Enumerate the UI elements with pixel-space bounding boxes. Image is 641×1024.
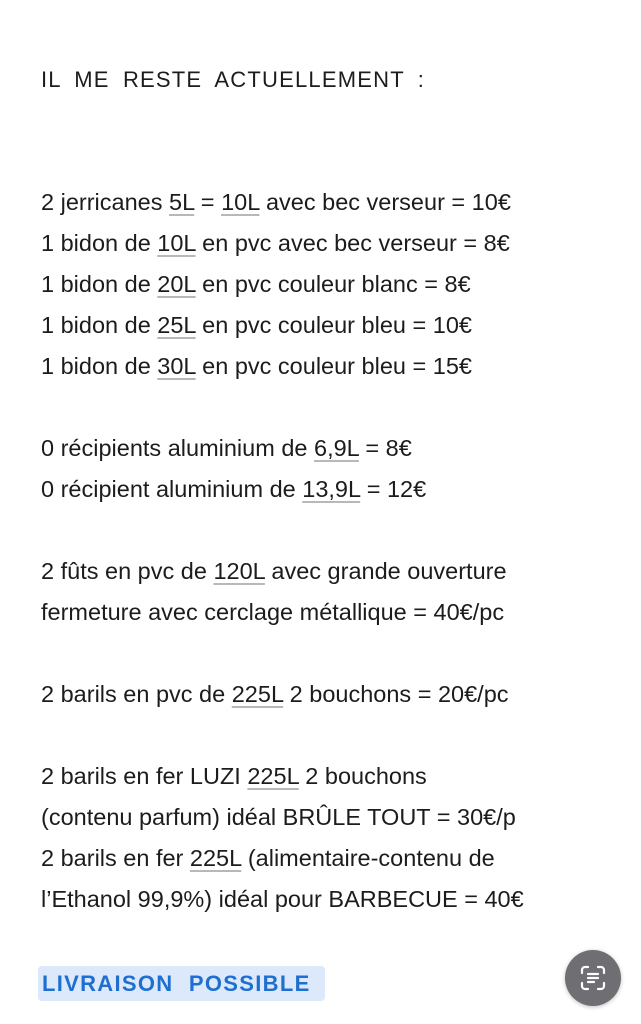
- note-line: [41, 879, 621, 920]
- delivery-highlight: LIVRAISON POSSIBLE: [38, 966, 325, 1001]
- unit-conversion-link[interactable]: 10L: [157, 230, 196, 256]
- note-line: [41, 674, 621, 715]
- unit-conversion-link[interactable]: 10L: [221, 189, 260, 215]
- unit-conversion-link[interactable]: 25L: [157, 312, 196, 338]
- text-segment: 0 récipient aluminium de: [41, 476, 303, 502]
- unit-conversion-link[interactable]: 120L: [213, 558, 265, 584]
- text-segment: = 12€: [360, 476, 427, 502]
- blank-line: [41, 387, 621, 428]
- live-text-scan-icon: [579, 964, 607, 992]
- note-line: [41, 797, 621, 838]
- note-line: [41, 838, 621, 879]
- text-segment: 2 jerricanes: [41, 189, 169, 215]
- text-segment: en pvc couleur blanc = 8€: [195, 271, 471, 297]
- text-segment: =: [194, 189, 222, 215]
- note-heading: IL ME RESTE ACTUELLEMENT :: [41, 67, 426, 92]
- note-line: [41, 428, 621, 469]
- unit-conversion-link[interactable]: 30L: [157, 353, 196, 379]
- note-line: [41, 469, 621, 510]
- unit-conversion-link[interactable]: 5L: [169, 189, 195, 215]
- text-segment: en pvc avec bec verseur = 8€: [195, 230, 510, 256]
- text-segment: (alimentaire-contenu de: [241, 845, 495, 871]
- note-line: [41, 346, 621, 387]
- item-list: [41, 182, 621, 920]
- note-line: [41, 756, 621, 797]
- text-segment: avec grande ouverture: [264, 558, 507, 584]
- note-line: [41, 223, 621, 264]
- note-content: [41, 58, 621, 920]
- unit-conversion-link[interactable]: 225L: [189, 845, 242, 871]
- blank-space: [41, 102, 621, 182]
- note-line: [41, 305, 621, 346]
- text-segment: avec bec verseur = 10€: [259, 189, 511, 215]
- unit-conversion-link[interactable]: 20L: [157, 271, 196, 297]
- text-segment: 2 barils en fer LUZI: [41, 763, 248, 789]
- note-line: [41, 592, 621, 633]
- unit-conversion-link[interactable]: 13,9L: [302, 476, 361, 502]
- note-line: [41, 264, 621, 305]
- text-segment: l’Ethanol 99,9%) idéal pour BARBECUE = 40€: [41, 886, 524, 912]
- unit-conversion-link[interactable]: 225L: [231, 681, 284, 707]
- text-segment: en pvc couleur bleu = 10€: [195, 312, 472, 338]
- text-segment: 2 barils en pvc de: [41, 681, 232, 707]
- text-segment: 2 fûts en pvc de: [41, 558, 214, 584]
- text-segment: 1 bidon de: [41, 271, 158, 297]
- text-segment: (contenu parfum) idéal BRÛLE TOUT = 30€/p: [41, 804, 516, 830]
- text-segment: 2 bouchons: [298, 763, 427, 789]
- blank-line: [41, 633, 621, 674]
- blank-line: [41, 510, 621, 551]
- note-line: [41, 551, 621, 592]
- note-line: [41, 182, 621, 223]
- text-segment: en pvc couleur bleu = 15€: [195, 353, 472, 379]
- text-segment: fermeture avec cerclage métallique = 40€/pc: [41, 599, 505, 625]
- text-segment: 2 barils en fer: [41, 845, 190, 871]
- text-segment: 0 récipients aluminium de: [41, 435, 314, 461]
- text-segment: 1 bidon de: [41, 230, 158, 256]
- text-segment: = 8€: [358, 435, 412, 461]
- text-segment: 2 bouchons = 20€/pc: [283, 681, 509, 707]
- blank-line: [41, 715, 621, 756]
- live-text-button[interactable]: [565, 950, 621, 1006]
- unit-conversion-link[interactable]: 6,9L: [314, 435, 359, 461]
- text-segment: 1 bidon de: [41, 353, 158, 379]
- text-segment: 1 bidon de: [41, 312, 158, 338]
- unit-conversion-link[interactable]: 225L: [247, 763, 299, 789]
